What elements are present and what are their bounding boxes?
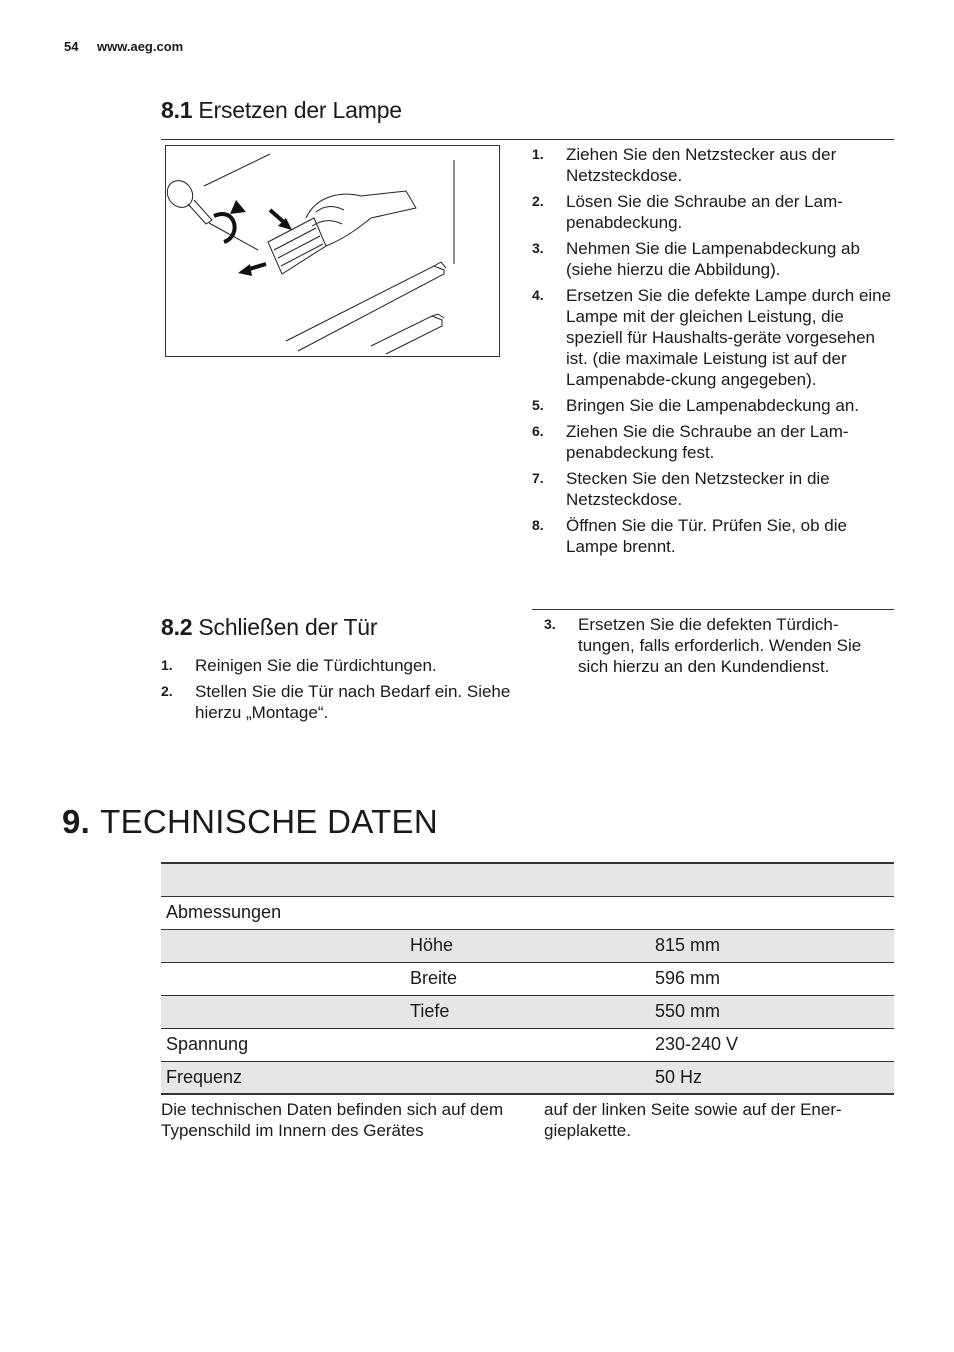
table-cell: Tiefe bbox=[405, 995, 650, 1028]
table-cell bbox=[650, 896, 894, 929]
table-cell: 550 mm bbox=[650, 995, 894, 1028]
table-row bbox=[161, 929, 894, 962]
step-number: 8. bbox=[532, 517, 544, 533]
step-text: Nehmen Sie die Lampenabdeckung ab (siehe hierzu die Abbildung). bbox=[566, 239, 860, 279]
step-number: 6. bbox=[532, 423, 544, 439]
door-steps-list-left bbox=[161, 655, 511, 728]
door-steps-list-right bbox=[544, 614, 894, 682]
table-row bbox=[161, 1028, 894, 1061]
step-text: Ersetzen Sie die defekte Lampe durch eine Lampe mit der gleichen Leistung, die speziell für Haushalts-geräte vorgesehen ist. (die maximale Leistung ist auf der Lampenabde-ckung angegeben). bbox=[566, 286, 892, 389]
list-item bbox=[532, 285, 892, 390]
step-text: Ziehen Sie den Netzstecker aus der Netzsteckdose. bbox=[566, 145, 837, 185]
list-item bbox=[532, 468, 892, 510]
section-title-8-2 bbox=[161, 614, 377, 641]
list-item bbox=[161, 655, 511, 676]
section-divider bbox=[532, 609, 894, 610]
list-item bbox=[161, 681, 511, 723]
table-cell: Breite bbox=[405, 962, 650, 995]
table-cell: 50 Hz bbox=[650, 1061, 894, 1094]
table-cell bbox=[405, 896, 650, 929]
table-row bbox=[161, 962, 894, 995]
section-title-text: Schließen der Tür bbox=[198, 614, 378, 640]
table-row bbox=[161, 995, 894, 1028]
chapter-title-text: TECHNISCHE DATEN bbox=[100, 803, 439, 840]
step-text: Ersetzen Sie die defekten Türdich-tungen, falls erforderlich. Wenden Sie sich hierzu an den Kundendienst. bbox=[578, 615, 862, 676]
table-cell bbox=[650, 863, 894, 896]
chapter-title bbox=[62, 803, 438, 841]
step-text: Bringen Sie die Lampenabdeckung an. bbox=[566, 396, 859, 415]
table-row bbox=[161, 863, 894, 896]
table-cell: 815 mm bbox=[650, 929, 894, 962]
table-cell: Frequenz bbox=[161, 1061, 405, 1094]
table-cell: Höhe bbox=[405, 929, 650, 962]
step-text: Öffnen Sie die Tür. Prüfen Sie, ob die Lampe brennt. bbox=[566, 516, 847, 556]
chapter-number: 9. bbox=[62, 803, 91, 840]
step-number: 3. bbox=[532, 240, 544, 256]
step-number: 2. bbox=[161, 683, 173, 699]
section-number: 8.1 bbox=[161, 97, 193, 123]
table-cell bbox=[405, 1061, 650, 1094]
section-title-8-1 bbox=[161, 97, 402, 124]
table-cell bbox=[405, 1028, 650, 1061]
list-item bbox=[532, 144, 892, 186]
section-title-text: Ersetzen der Lampe bbox=[198, 97, 402, 123]
table-cell bbox=[161, 995, 405, 1028]
list-item bbox=[532, 395, 892, 416]
table-cell: Spannung bbox=[161, 1028, 405, 1061]
step-number: 7. bbox=[532, 470, 544, 486]
lamp-replacement-illustration bbox=[165, 145, 500, 357]
step-number: 3. bbox=[544, 616, 556, 632]
table-note-left: Die technischen Daten befinden sich auf dem Typenschild im Innern des Gerätes bbox=[161, 1100, 504, 1140]
step-text: Stellen Sie die Tür nach Bedarf ein. Siehe hierzu „Montage“. bbox=[195, 682, 511, 722]
table-cell: 230-240 V bbox=[650, 1028, 894, 1061]
step-text: Reinigen Sie die Türdichtungen. bbox=[195, 656, 437, 675]
table-note-right: auf der linken Seite sowie auf der Ener-gieplakette. bbox=[544, 1100, 842, 1140]
section-divider bbox=[161, 139, 894, 140]
step-number: 1. bbox=[532, 146, 544, 162]
list-item bbox=[532, 191, 892, 233]
step-number: 1. bbox=[161, 657, 173, 673]
step-number: 5. bbox=[532, 397, 544, 413]
step-text: Ziehen Sie die Schraube an der Lam-penabdeckung fest. bbox=[566, 422, 849, 462]
step-number: 4. bbox=[532, 287, 544, 303]
table-cell bbox=[161, 863, 405, 896]
step-number: 2. bbox=[532, 193, 544, 209]
list-item bbox=[532, 421, 892, 463]
list-item bbox=[532, 515, 892, 557]
table-cell: 596 mm bbox=[650, 962, 894, 995]
table-row bbox=[161, 1061, 894, 1094]
technical-data-table bbox=[161, 862, 894, 1095]
section-number: 8.2 bbox=[161, 614, 193, 640]
step-text: Stecken Sie den Netzstecker in die Netzsteckdose. bbox=[566, 469, 830, 509]
page-number: 54 bbox=[64, 39, 79, 54]
table-row bbox=[161, 896, 894, 929]
table-cell: Abmessungen bbox=[161, 896, 405, 929]
table-cell bbox=[161, 929, 405, 962]
lamp-steps-list bbox=[532, 144, 892, 562]
list-item bbox=[532, 238, 892, 280]
step-text: Lösen Sie die Schraube an der Lam-penabdeckung. bbox=[566, 192, 843, 232]
table-cell bbox=[161, 962, 405, 995]
lamp-cover-drawing bbox=[166, 146, 499, 356]
table-cell bbox=[405, 863, 650, 896]
site-url: www.aeg.com bbox=[97, 39, 184, 54]
list-item bbox=[544, 614, 894, 677]
